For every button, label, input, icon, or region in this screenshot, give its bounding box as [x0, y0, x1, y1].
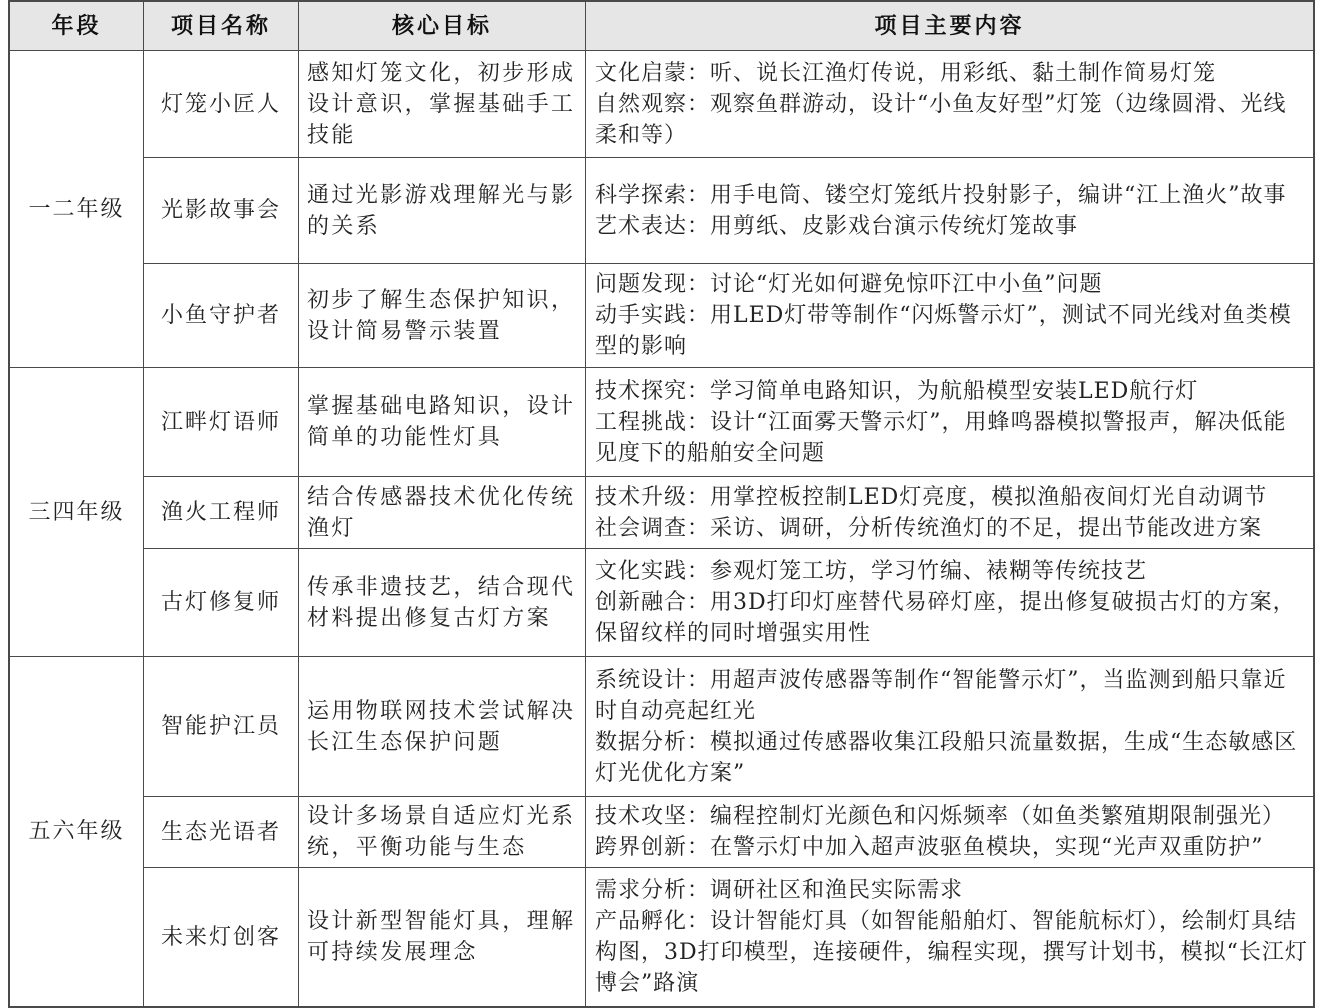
project-name-cell: [144, 797, 298, 867]
header-grade: [10, 2, 143, 50]
content-item: 技术攻坚：编程控制灯光颜色和闪烁频率（如鱼类繁殖期限制强光）: [595, 804, 1286, 829]
content-item: 社会调查：采访、调研，分析传统渔灯的不足，提出节能改进方案: [595, 515, 1263, 541]
main-content-cell: [586, 657, 1313, 796]
project-name-cell: [144, 264, 298, 367]
project-name-cell: [144, 477, 298, 548]
project-name: 小鱼守护者: [160, 303, 281, 328]
core-goal-cell: [299, 549, 585, 656]
content-item: 文化启蒙：听、说长江渔灯传说，用彩纸、黏土制作简易灯笼: [595, 60, 1217, 86]
main-content-cell: [586, 549, 1313, 656]
project-name: 生态光语者: [160, 819, 281, 845]
header-main-content: [586, 2, 1313, 50]
project-name: 光影故事会: [160, 198, 281, 223]
content-item: 文化实践：参观灯笼工坊，学习竹编、裱糊等传统技艺: [595, 559, 1148, 584]
core-goal-cell: [299, 797, 585, 867]
project-name: 江畔灯语师: [160, 409, 281, 435]
content-item: 数据分析：模拟通过传感器收集江段船只流量数据，生成“生态敏感区灯光优化方案”: [595, 729, 1298, 786]
content-item: 科学探索：用手电筒、镂空灯笼纸片投射影子，编讲“江上渔火”故事: [595, 182, 1287, 208]
header-main-content-text: 项目主要内容: [874, 13, 1025, 39]
header-project-name-text: 项目名称: [170, 13, 271, 39]
project-name-cell: [144, 158, 298, 263]
core-goal-cell: [299, 868, 585, 1006]
core-goal: 运用物联网技术尝试解决长江生态保护问题: [307, 698, 576, 755]
core-goal-cell: [299, 158, 585, 263]
content-item: 跨界创新：在警示灯中加入超声波驱鱼模块，实现“光声双重防护”: [595, 835, 1264, 860]
grade-cell: [10, 657, 143, 1006]
main-content-cell: [586, 264, 1313, 367]
core-goal: 设计多场景自适应灯光系统，平衡功能与生态: [307, 804, 576, 860]
core-goal-cell: [299, 477, 585, 548]
grade-label: 三四年级: [28, 499, 125, 525]
project-name-cell: [144, 868, 298, 1006]
grade-cell: [10, 51, 143, 367]
core-goal: 初步了解生态保护知识，设计简易警示装置: [307, 287, 576, 344]
main-content-cell: [586, 368, 1313, 476]
content-item: 系统设计：用超声波传感器等制作“智能警示灯”，当监测到船只靠近时自动亮起红光: [595, 667, 1287, 724]
project-name: 智能护江员: [160, 714, 281, 739]
main-content-cell: [586, 797, 1313, 867]
core-goal-cell: [299, 368, 585, 476]
main-content-cell: [586, 158, 1313, 263]
content-item: 需求分析：调研社区和渔民实际需求: [595, 878, 964, 903]
core-goal: 掌握基础电路知识，设计简单的功能性灯具: [307, 394, 576, 450]
main-content-cell: [586, 868, 1313, 1006]
project-name: 灯笼小匠人: [160, 91, 281, 117]
project-name: 未来灯创客: [160, 924, 281, 950]
project-name-cell: [144, 368, 298, 476]
grade-label: 一二年级: [28, 196, 125, 222]
project-table: [8, 0, 1315, 1008]
project-name-cell: [144, 549, 298, 656]
header-core-goal: [299, 2, 585, 50]
core-goal-cell: [299, 51, 585, 157]
project-name: 渔火工程师: [160, 500, 281, 525]
project-name-cell: [144, 51, 298, 157]
content-item: 技术升级：用掌控板控制LED灯亮度，模拟渔船夜间灯光自动调节: [595, 484, 1268, 510]
content-item: 创新融合：用3D打印灯座替代易碎灯座，提出修复破损古灯的方案，保留纹样的同时增强实用性: [595, 590, 1296, 646]
content-item: 自然观察：观察鱼群游动，设计“小鱼友好型”灯笼（边缘圆滑、光线柔和等）: [595, 91, 1287, 148]
core-goal: 设计新型智能灯具，理解可持续发展理念: [307, 909, 576, 965]
core-goal: 感知灯笼文化，初步形成设计意识，掌握基础手工技能: [307, 60, 576, 148]
content-item: 产品孵化：设计智能灯具（如智能船舶灯、智能航标灯），绘制灯具结构图，3D打印模型，连接硬件，编程实现，撰写计划书，模拟“长江灯博会”路演: [595, 909, 1308, 996]
core-goal-cell: [299, 657, 585, 796]
grade-label: 五六年级: [28, 819, 125, 844]
main-content-cell: [586, 477, 1313, 548]
core-goal-cell: [299, 264, 585, 367]
content-item: 工程挑战：设计“江面雾天警示灯”，用蜂鸣器模拟警报声，解决低能见度下的船舶安全问题: [595, 409, 1287, 466]
project-name: 古灯修复师: [160, 590, 281, 615]
header-core-goal-text: 核心目标: [391, 13, 492, 39]
content-item: 技术探究：学习简单电路知识，为航船模型安装LED航行灯: [595, 378, 1199, 404]
header-project-name: [144, 2, 298, 50]
core-goal: 结合传感器技术优化传统渔灯: [307, 484, 576, 541]
content-item: 艺术表达：用剪纸、皮影戏台演示传统灯笼故事: [595, 213, 1079, 239]
main-content-cell: [586, 51, 1313, 157]
content-item: 动手实践：用LED灯带等制作“闪烁警示灯”，测试不同光线对鱼类模型的影响: [595, 303, 1292, 359]
project-name-cell: [144, 657, 298, 796]
grade-cell: [10, 368, 143, 656]
content-item: 问题发现：讨论“灯光如何避免惊吓江中小鱼”问题: [595, 272, 1103, 297]
core-goal: 传承非遗技艺，结合现代材料提出修复古灯方案: [307, 574, 576, 631]
core-goal: 通过光影游戏理解光与影的关系: [307, 182, 576, 239]
header-grade-text: 年段: [51, 13, 102, 39]
